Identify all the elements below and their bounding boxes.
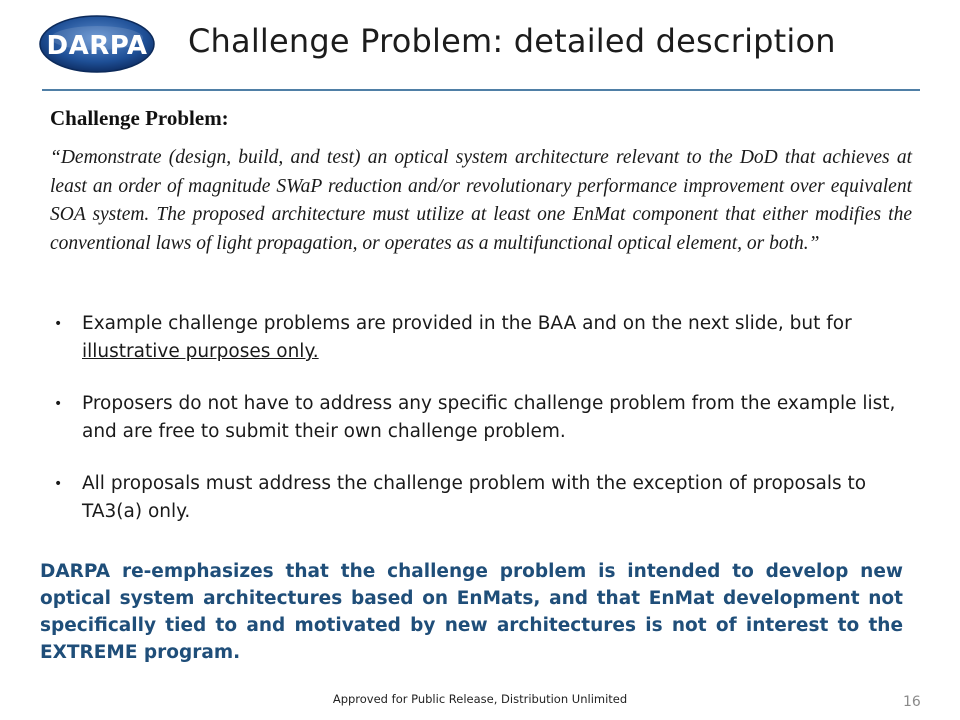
darpa-logo bbox=[38, 14, 156, 74]
bullet-item bbox=[52, 470, 902, 526]
challenge-heading: Challenge Problem: bbox=[50, 106, 229, 130]
bullet-list bbox=[52, 310, 902, 526]
bullet-item bbox=[52, 390, 902, 446]
page-title: Challenge Problem: detailed description bbox=[188, 22, 836, 60]
bullet-text: All proposals must address the challenge problem with the exception of proposals to TA3(a) only. bbox=[82, 473, 867, 522]
bullet-glyph: • bbox=[54, 476, 63, 492]
title-divider bbox=[42, 89, 920, 91]
logo-text: DARPA bbox=[46, 31, 148, 61]
bullet-text: Proposers do not have to address any specific challenge problem from the example list, and are free to submit their own challenge problem. bbox=[82, 393, 896, 442]
bullet-glyph: • bbox=[54, 396, 63, 412]
release-notice: Approved for Public Release, Distribution Unlimited bbox=[332, 692, 628, 706]
bullet-text: Example challenge problems are provided in the BAA and on the next slide, but for bbox=[82, 313, 852, 334]
bullet-item bbox=[52, 310, 902, 366]
emphasis-paragraph: DARPA re-emphasizes that the challenge problem is intended to develop new optical system architectures based on EnMats, and that EnMat development not specifically tied to and motivated by new architectures is not of interest to the EXTREME program. bbox=[40, 561, 903, 663]
bullet-glyph: • bbox=[54, 316, 63, 332]
challenge-quote: “Demonstrate (design, build, and test) an optical system architecture relevant to the DoD that achieves at least an order of magnitude SWaP reduction and/or revolutionary performance improvement over equivalent SOA system. The proposed architecture must utilize at least one EnMat component that either modifies the conventional laws of light propagation, or operates as a multifunctional optical element, or both.” bbox=[50, 147, 912, 254]
bullet-underlined-text: illustrative purposes only. bbox=[82, 341, 319, 362]
page-number: 16 bbox=[903, 694, 921, 710]
